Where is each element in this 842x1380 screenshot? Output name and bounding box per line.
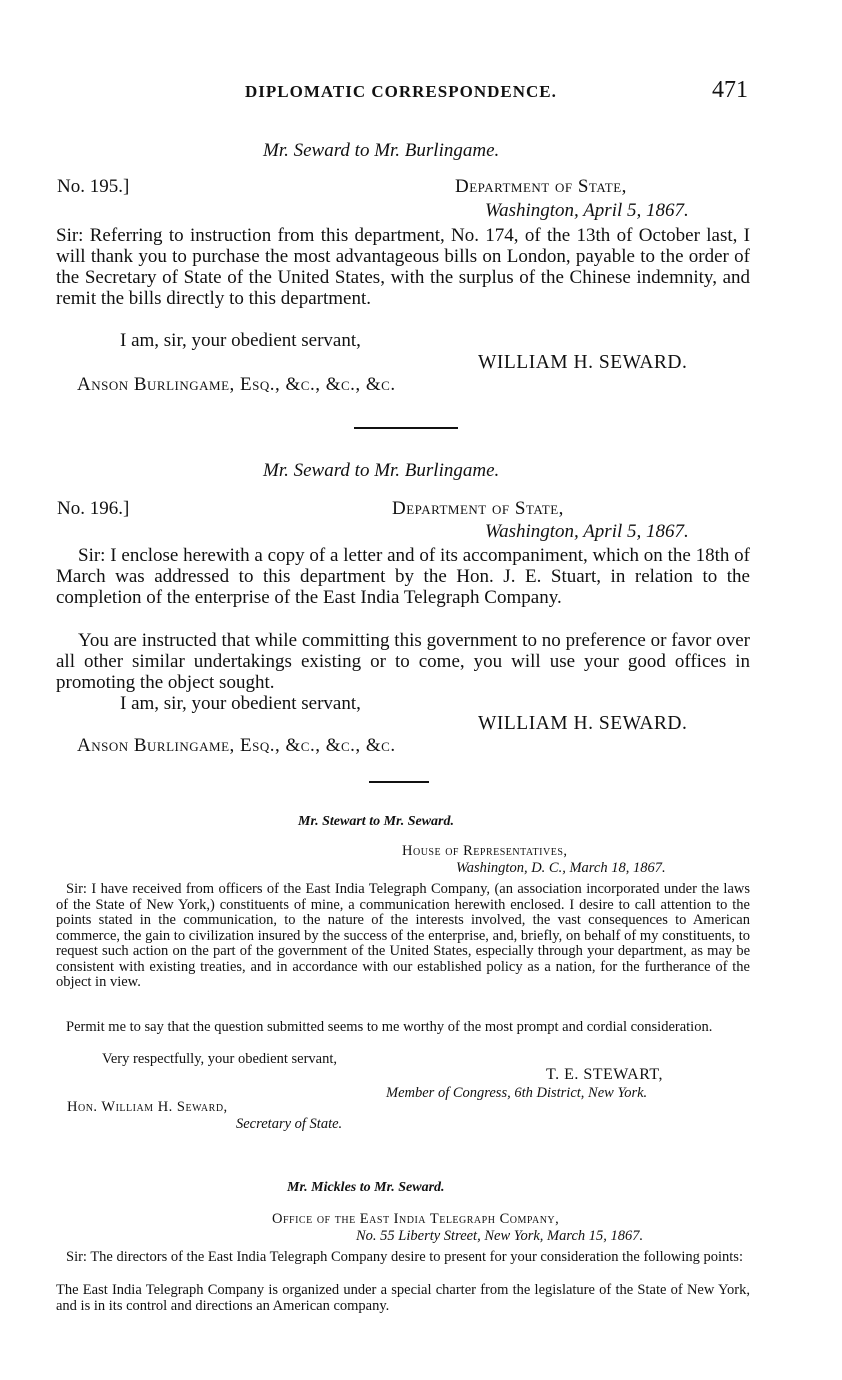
- letter3-place-date: Washington, D. C., March 18, 1867.: [456, 860, 666, 876]
- letter3-signature-title: Member of Congress, 6th District, New York.: [386, 1085, 648, 1101]
- section-divider: [369, 781, 429, 783]
- letter2-title: Mr. Seward to Mr. Burlingame.: [263, 460, 500, 481]
- letter3-signature: T. E. STEWART,: [546, 1066, 663, 1083]
- letter3-addressee-title: Secretary of State.: [236, 1116, 343, 1132]
- letter3-house: House of Representatives,: [402, 843, 568, 859]
- letter3-addressee: Hon. William H. Seward,: [67, 1099, 228, 1115]
- letter1-closing: I am, sir, your obedient servant,: [120, 330, 361, 351]
- letter3-closing: Very respectfully, your obedient servant,: [102, 1051, 338, 1067]
- letter2-number: No. 196.]: [57, 498, 130, 519]
- letter2-place-date: Washington, April 5, 1867.: [485, 521, 689, 542]
- page-number: 471: [712, 77, 748, 103]
- letter3-body-paragraph-2: Permit me to say that the question submitted seems to me worthy of the most prompt and cordial consideration.: [66, 1019, 713, 1035]
- letter2-department: Department of State,: [392, 498, 564, 519]
- letter4-office: Office of the East India Telegraph Company,: [272, 1211, 560, 1227]
- letter1-department: Department of State,: [455, 176, 627, 197]
- letter2-closing: I am, sir, your obedient servant,: [120, 693, 361, 714]
- letter2-addressee: Anson Burlingame, Esq., &c., &c., &c.: [77, 735, 396, 756]
- letter2-body-paragraph-1: Sir: I enclose herewith a copy of a letter and of its accompaniment, which on the 18th of March was addressed to this department by the Hon. J. E. Stuart, in relation to the completion of the enterprise of the East India Telegraph Company.: [56, 545, 750, 608]
- letter3-title: Mr. Stewart to Mr. Seward.: [298, 814, 454, 829]
- letter1-place-date: Washington, April 5, 1867.: [485, 200, 689, 221]
- letter2-body-paragraph-2: You are instructed that while committing this government to no preference or favor over all other similar undertakings existing or to come, you will use your good offices in promoting the object sought.: [56, 630, 750, 693]
- letter1-title: Mr. Seward to Mr. Burlingame.: [263, 140, 500, 161]
- letter4-title: Mr. Mickles to Mr. Seward.: [287, 1180, 445, 1195]
- letter1-signature: WILLIAM H. SEWARD.: [478, 352, 688, 373]
- letter4-place-date: No. 55 Liberty Street, New York, March 15, 1867.: [356, 1228, 644, 1244]
- section-divider: [354, 427, 458, 429]
- letter3-body-paragraph-1: Sir: I have received from officers of the East India Telegraph Company, (an association incorporated under the laws of the State of New York,) constituents of mine, a communication herewith enclosed. I desire to call attention to the points stated in the communication, to the nature of the interests involved, the vast consequences to American commerce, the gain to civilization insured by the success of the enterprise, and, briefly, on behalf of my constituents, to request such action on the part of the government of the United States, especially through your department, as may be consistent with existing treaties, and in accordance with our established policy as a nation, for the furtherance of the object in view.: [56, 881, 750, 990]
- letter4-body-paragraph-2: The East India Telegraph Company is organized under a special charter from the legislature of the State of New York, and is in its control and directions an American company.: [56, 1282, 750, 1314]
- letter1-body: Sir: Referring to instruction from this department, No. 174, of the 13th of October last, I will thank you to purchase the most advantageous bills on London, payable to the order of the Secretary of State of the United States, with the surplus of the Chinese indemnity, and remit the bills directly to this department.: [56, 225, 750, 309]
- letter1-number: No. 195.]: [57, 176, 130, 197]
- letter4-body-paragraph-1: Sir: The directors of the East India Telegraph Company desire to present for your consideration the following points:: [66, 1249, 743, 1265]
- letter2-signature: WILLIAM H. SEWARD.: [478, 713, 688, 734]
- letter1-addressee: Anson Burlingame, Esq., &c., &c., &c.: [77, 374, 396, 395]
- running-title: DIPLOMATIC CORRESPONDENCE.: [245, 82, 557, 101]
